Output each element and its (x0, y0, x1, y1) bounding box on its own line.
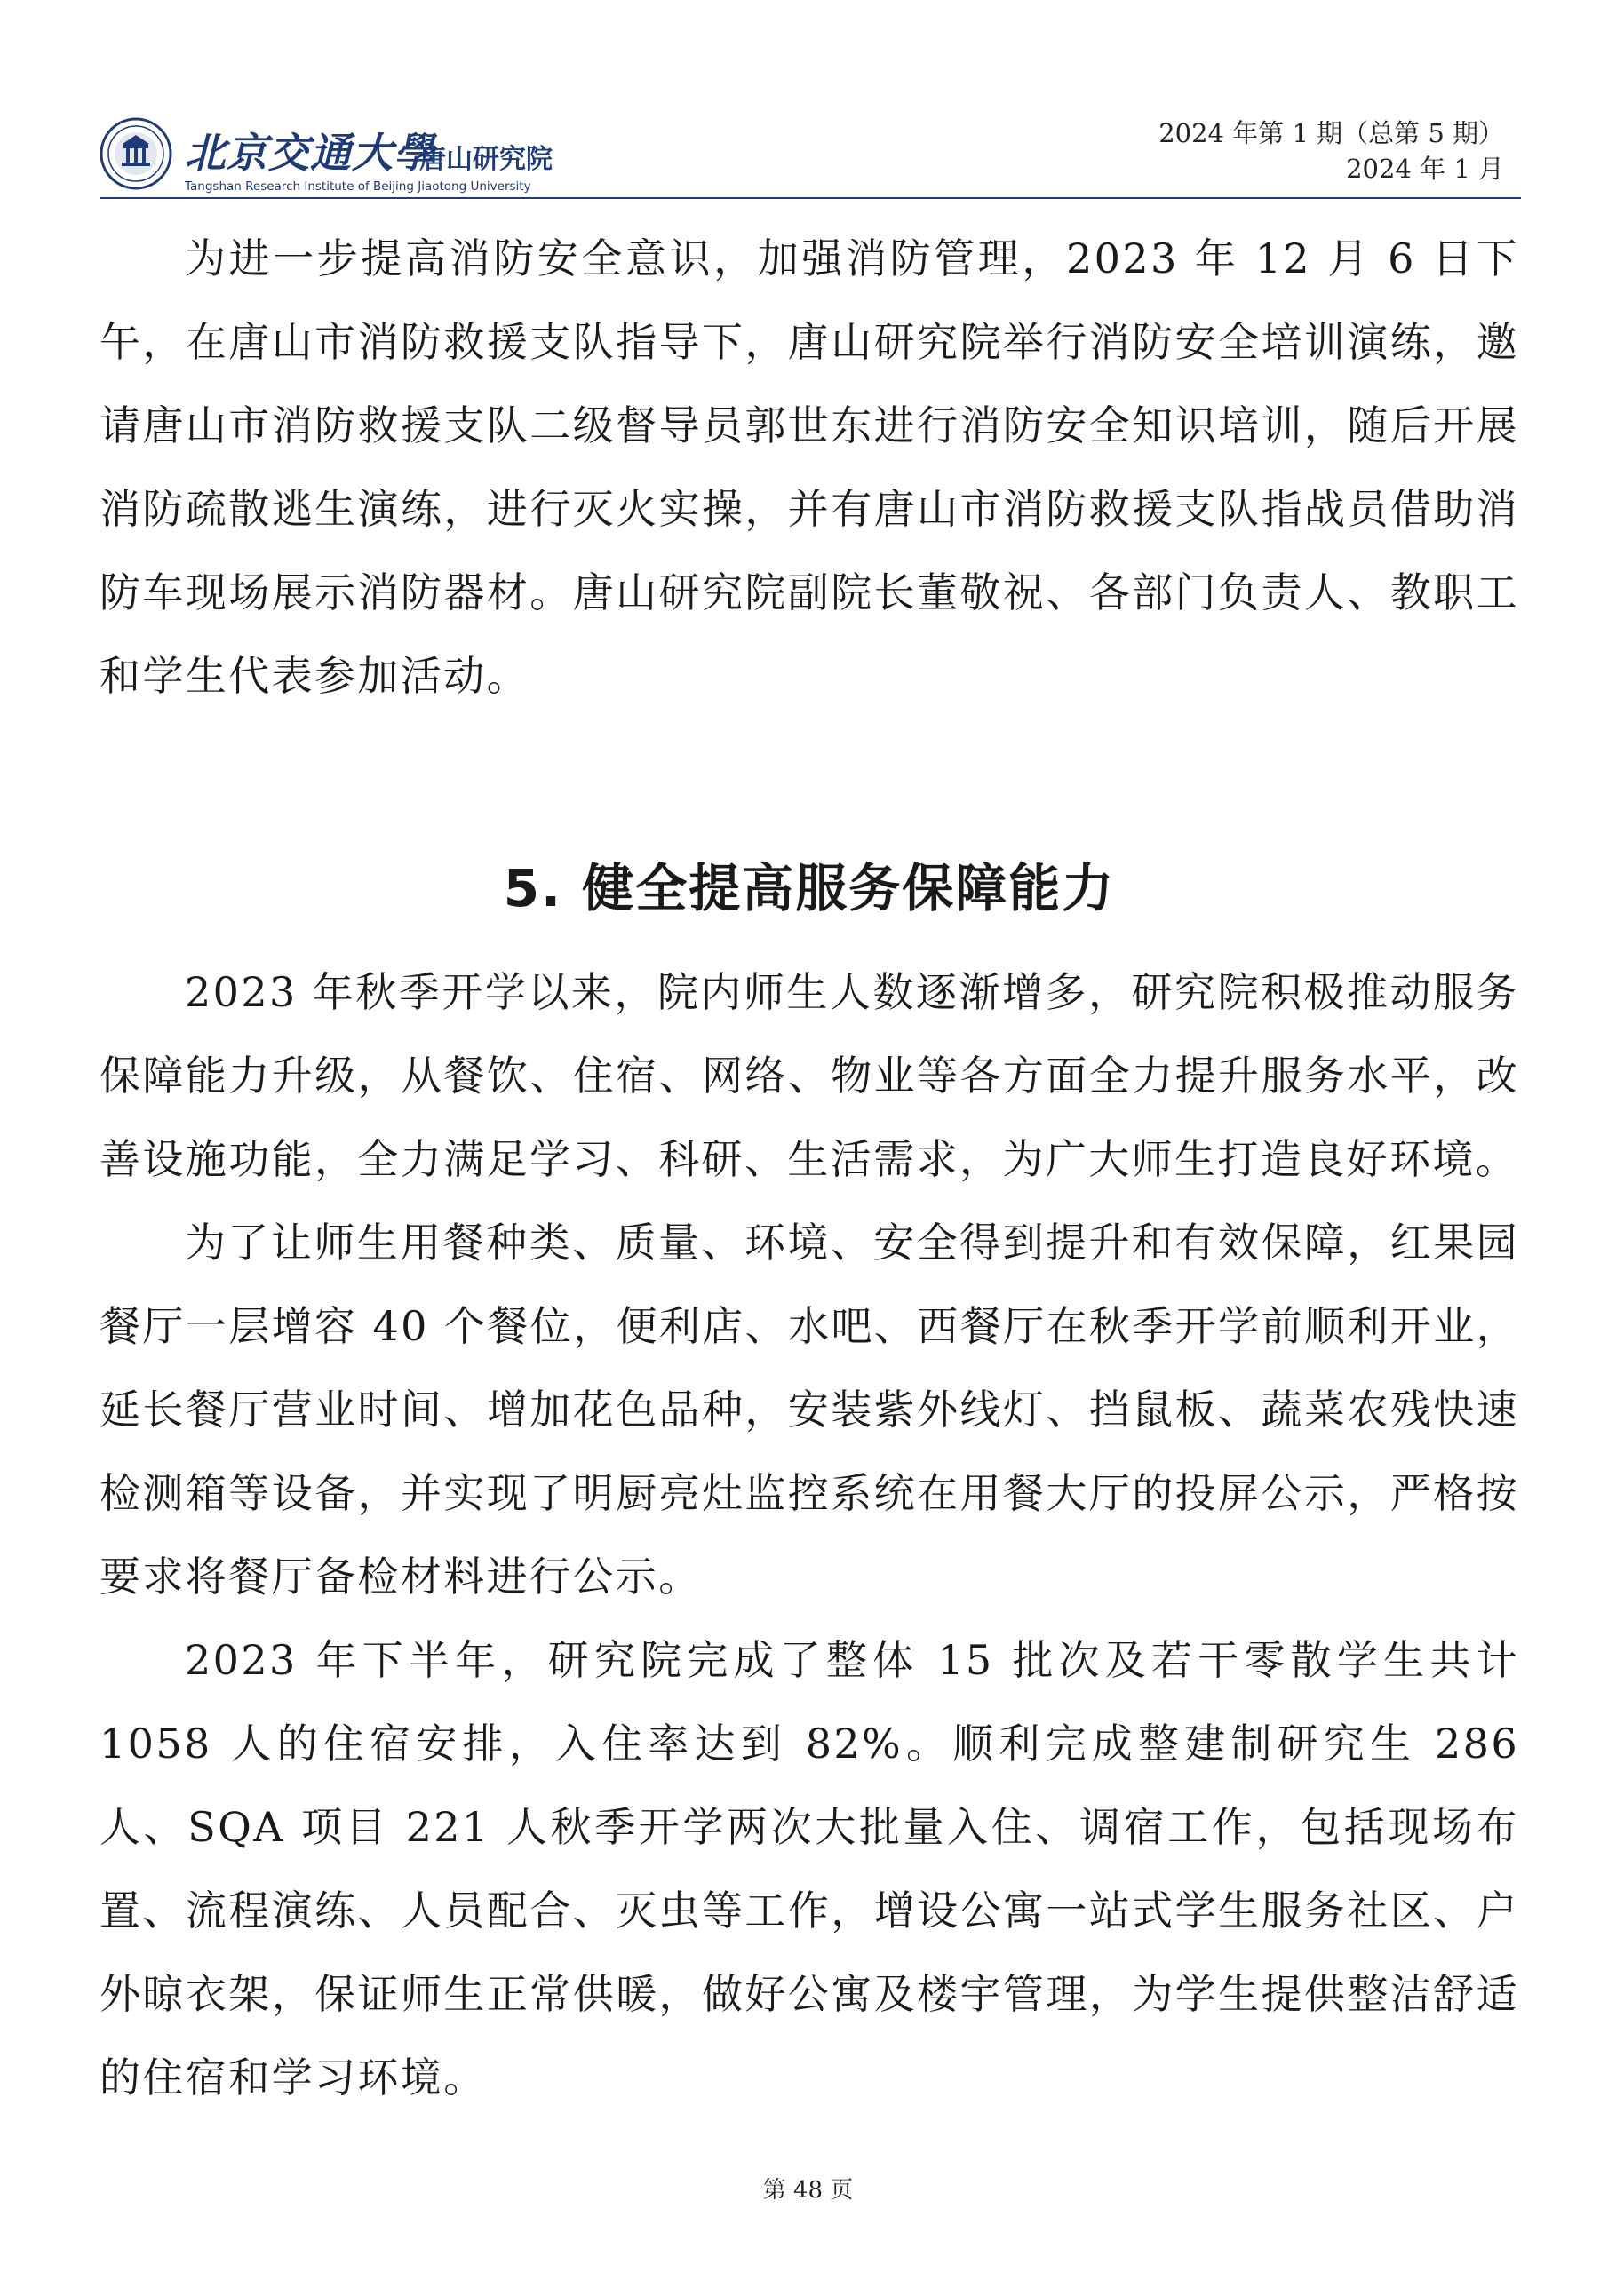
section-title: 5. 健全提高服务保障能力 (503, 858, 1116, 918)
paragraph-service-overview: 2023 年秋季开学以来，院内师生人数逐渐增多，研究院积极推动服务保障能力升级，从餐饮、住宿、网络、物业等各方面全力提升服务水平，改善设施功能，全力满足学习、科研、生活需求，为广大师生打造良好环境。 (100, 968, 1519, 1183)
university-name: 北京交通大學 (185, 129, 435, 177)
page-header (100, 105, 1521, 203)
paragraph-housing: 2023 年下半年，研究院完成了整体 15 批次及若干零散学生共计 1058 人的住宿安排，入住率达到 82%。顺利完成整建制研究生 286 人、SQA 项目 221 人秋季开学两次大批量入住、调宿工作，包括现场布置、流程演练、人员配合、灭虫等工作，增设公寓一站式学生服务社区、户外晾衣架，保证师生正常供暖，做好公寓及楼宇管理，为学生提供整洁舒适的住宿和学习环境。 (100, 1636, 1519, 2101)
university-seal-icon (100, 117, 172, 190)
page-number: 第 48 页 (762, 2177, 854, 2204)
institute-english-name: Tangshan Research Institute of Beijing Jiaotong University (185, 179, 531, 194)
issue-info (1158, 115, 1504, 187)
paragraph-fire-safety: 为进一步提高消防安全意识，加强消防管理，2023 年 12 月 6 日下午，在唐山市消防救援支队指导下，唐山研究院举行消防安全培训演练，邀请唐山市消防救援支队二级督导员郭世东进行消防安全知识培训，随后开展消防疏散逃生演练，进行灭火实操，并有唐山市消防救援支队指战员借助消防车现场展示消防器材。唐山研究院副院长董敬祝、各部门负责人、教职工和学生代表参加活动。 (100, 234, 1519, 700)
article-body (100, 217, 1519, 2119)
institute-name: 唐山研究院 (419, 144, 553, 175)
institute-logo (185, 114, 647, 203)
paragraph-dining: 为了让师生用餐种类、质量、环境、安全得到提升和有效保障，红果园餐厅一层增容 40 个餐位，便利店、水吧、西餐厅在秋季开学前顺利开业，延长餐厅营业时间、增加花色品种，安装紫外线灯、挡鼠板、蔬菜农残快速检测箱等设备，并实现了明厨亮灶监控系统在用餐大厅的投屏公示，严格按要求将餐厅备检材料进行公示。 (100, 1219, 1519, 1601)
issue-date: 2024 年 1 月 (1346, 154, 1504, 184)
header-divider (100, 197, 1521, 199)
issue-number: 2024 年第 1 期（总第 5 期） (1158, 118, 1504, 148)
